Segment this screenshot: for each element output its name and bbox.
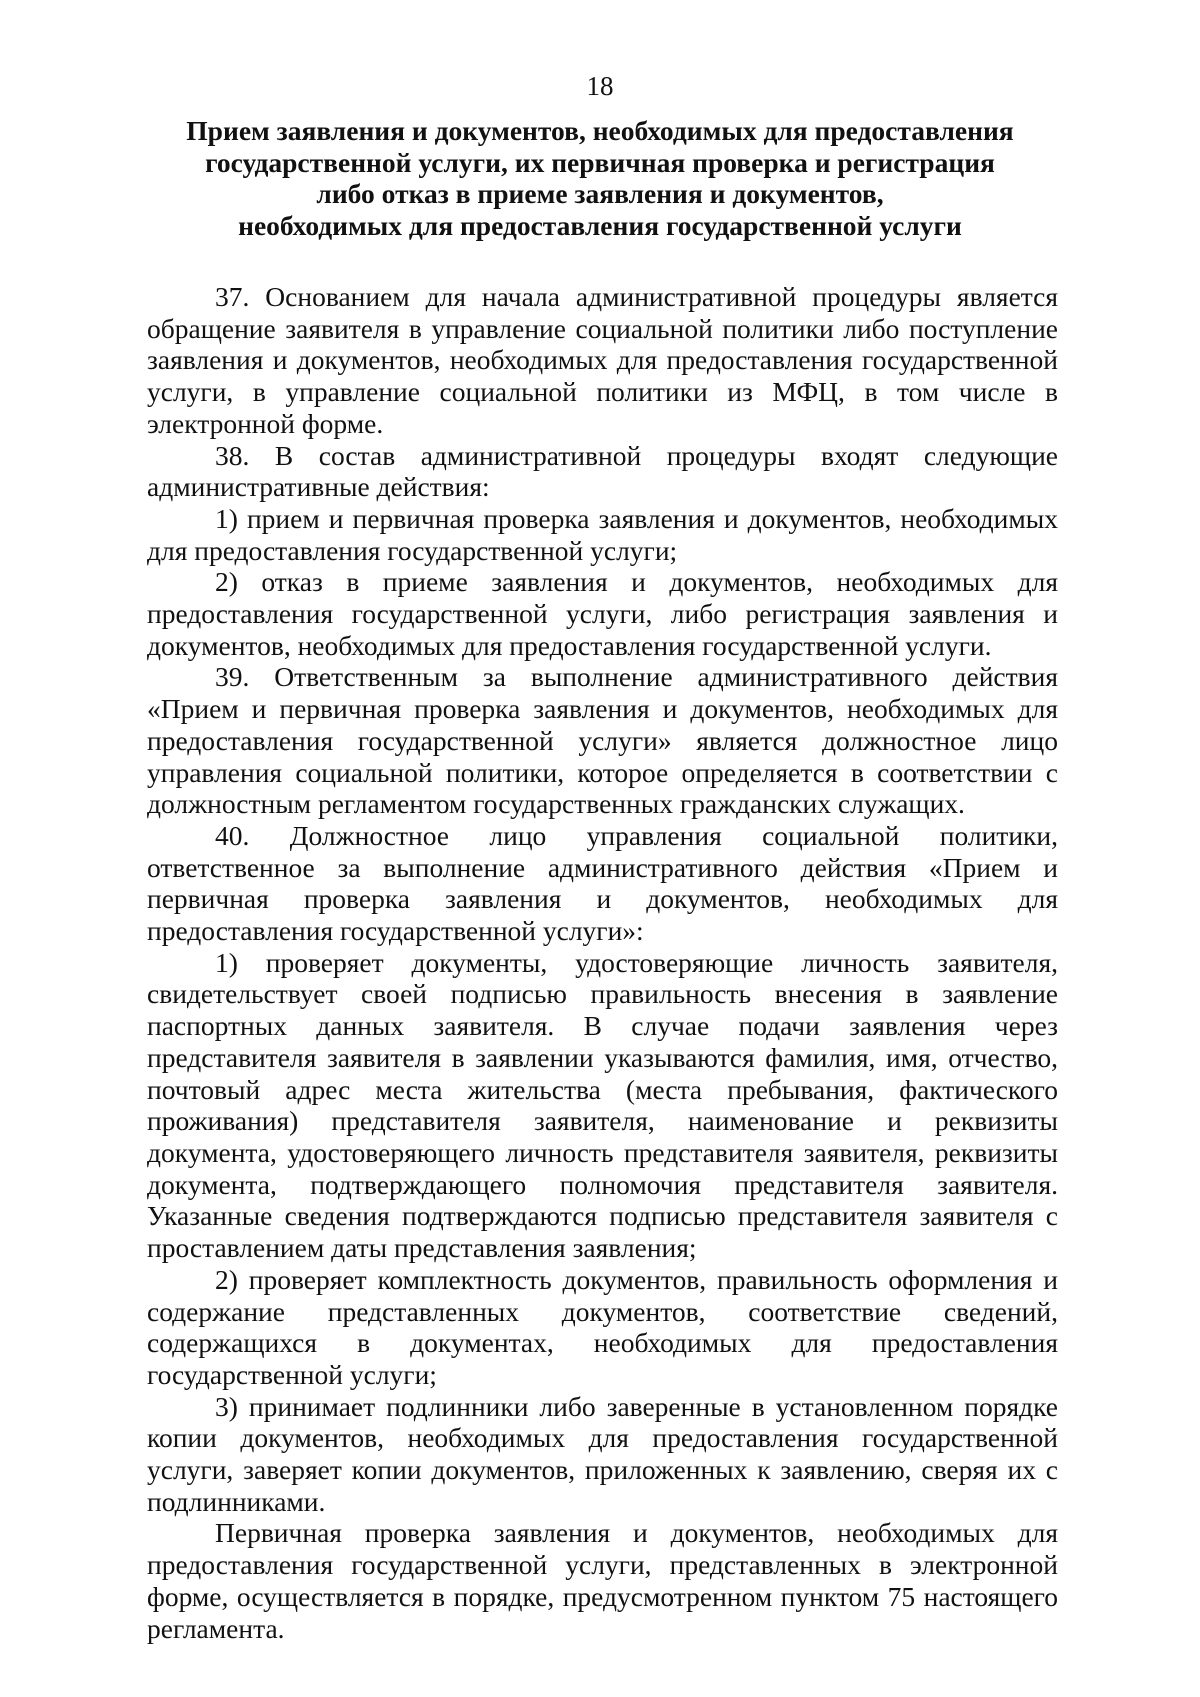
paragraph-40: 40. Должностное лицо управления социальной политики, ответственное за выполнение административного действия «Прием и первичная проверка заявления и документов, необходимых для предоставления государственной услуги»: (147, 819, 1058, 947)
paragraph-38: 38. В состав административной процедуры входят следующие административные действия: (147, 439, 1058, 503)
list-item: 1) прием и первичная проверка заявления и документов, необходимых для предоставления государственной услуги; (147, 502, 1058, 566)
heading-line: либо отказ в приеме заявления и документов, (316, 178, 884, 209)
list-item: 1) проверяет документы, удостоверяющие личность заявителя, свидетельствует своей подписью правильность внесения в заявление паспортных данных заявителя. В случае подачи заявления через представителя заявителя в заявлении указываются фамилия, имя, отчество, почтовый адрес места жительства (места пребывания, фактического проживания) представителя заявителя, наименование и реквизиты документа, удостоверяющего личность представителя заявителя, реквизиты документа, подтверждающего полномочия представителя заявителя. Указанные сведения подтверждаются подписью представителя заявителя с проставлением даты представления заявления; (147, 946, 1058, 1264)
page-number: 18 (586, 71, 614, 101)
list-item: 3) принимает подлинники либо заверенные в установленном порядке копии документов, необходимых для предоставления государственной услуги, заверяет копии документов, приложенных к заявлению, сверяя их с подлинниками. (147, 1390, 1058, 1517)
document-body (147, 281, 1058, 1644)
heading-line: Прием заявления и документов, необходимых для предоставления (186, 115, 1014, 146)
list-item: 2) проверяет комплектность документов, правильность оформления и содержание представленных документов, соответствие сведений, содержащихся в документах, необходимых для предоставления государственной услуги; (147, 1263, 1058, 1390)
paragraph-37: 37. Основанием для начала административной процедуры является обращение заявителя в управление социальной политики либо поступление заявления и документов, необходимых для предоставления государственной услуги, в управление социальной политики из МФЦ, в том числе в электронной форме. (147, 281, 1058, 439)
closing-paragraph: Первичная проверка заявления и документов, необходимых для предоставления государственной услуги, представленных в электронной форме, осуществляется в порядке, предусмотренном пунктом 75 настоящего регламента. (147, 1517, 1058, 1644)
heading-line: государственной услуги, их первичная проверка и регистрация (205, 146, 995, 178)
section-heading (180, 115, 1020, 241)
heading-line: необходимых для предоставления государственной услуги (238, 209, 962, 241)
paragraph-39: 39. Ответственным за выполнение административного действия «Прием и первичная проверка заявления и документов, необходимых для предоставления государственной услуги» является должностное лицо управления социальной политики, которое определяется в соответствии с должностным регламентом государственных гражданских служащих. (147, 661, 1058, 820)
list-item: 2) отказ в приеме заявления и документов, необходимых для предоставления государственной услуги, либо регистрация заявления и документов, необходимых для предоставления государственной услуги. (147, 566, 1058, 661)
